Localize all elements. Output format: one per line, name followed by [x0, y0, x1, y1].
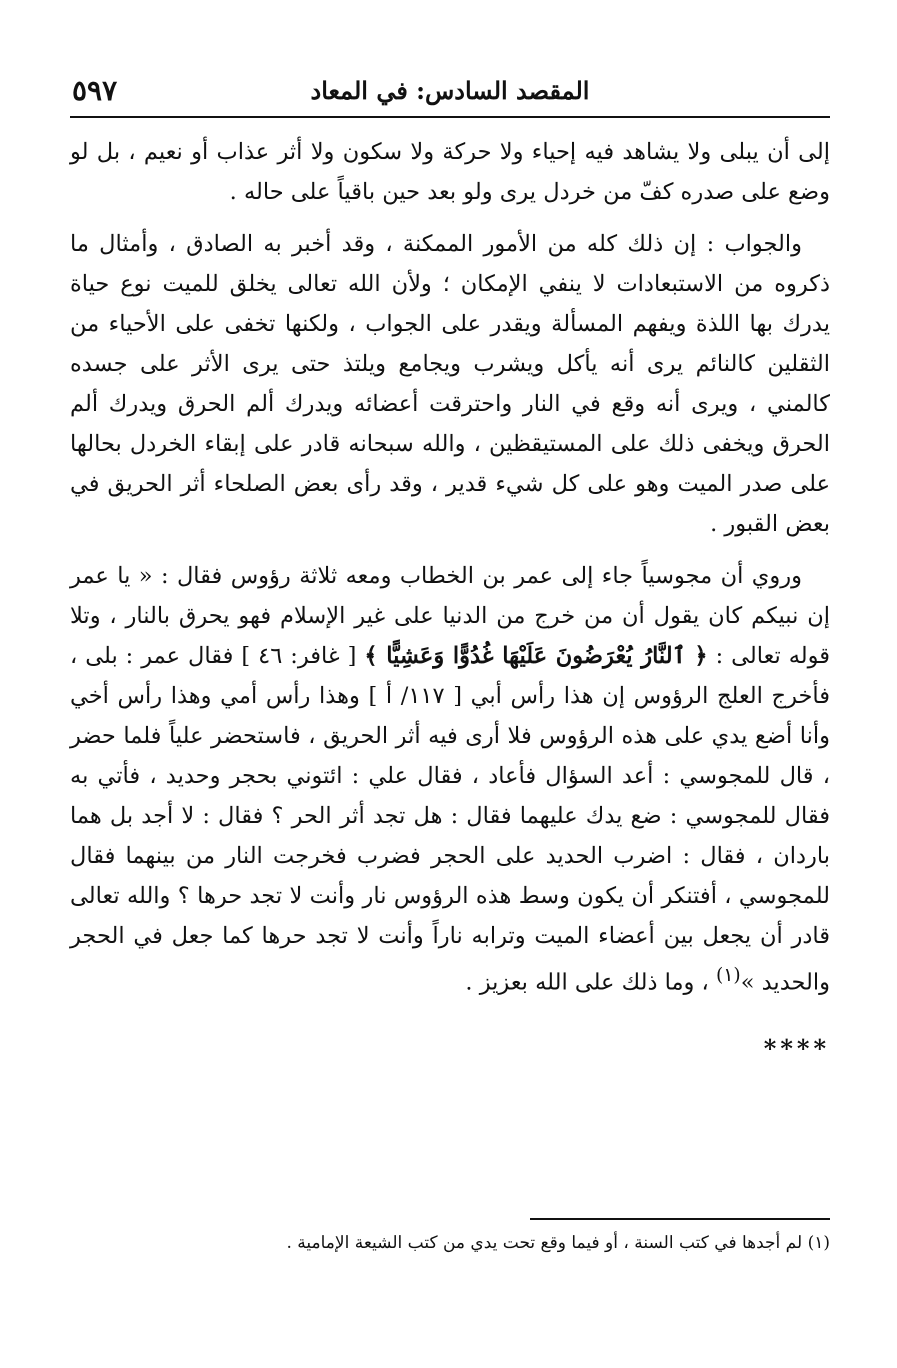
paragraph-narration: [70, 556, 830, 1003]
footnote-reference: (١): [715, 965, 741, 986]
footnote-rule: [530, 1218, 830, 1220]
quran-verse: ﴿ ٱلنَّارُ يُعْرَضُونَ عَلَيْهَا غُدُوًّا وَعَشِيًّا ﴾: [364, 643, 708, 669]
book-page: [70, 70, 830, 1330]
narration-part-3: ، وما ذلك على الله بعزيز .: [465, 969, 716, 996]
paragraph-answer: والجواب : إن ذلك كله من الأمور الممكنة ، وقد أخبر به الصادق ، وأمثال ما ذكروه من الاستبعادات لا ينفي الإمكان ؛ ولأن الله تعالى يخلق للميت نوع حياة يدرك بها اللذة ويفهم المسألة ويقدر على الجواب ، ولكنها تخفى على الأحياء من الثقلين كالنائم يرى أنه يأكل ويشرب ويجامع ويلتذ حتى يرى الأثر على جسده كالمني ، ويرى أنه وقع في النار واحترقت أعضائه ويدرك ألم الحرق ويدرك ألم الحرق ويخفى ذلك على المستيقظين ، والله سبحانه قادر على إبقاء الخردل بحالها على صدر الميت وهو على كل شيء قدير ، وقد رأى بعض الصلحاء أثر الحريق في بعض القبور .: [70, 231, 830, 537]
running-title: المقصد السادس: في المعاد: [310, 76, 590, 105]
section-separator: ****: [763, 1033, 830, 1063]
page-header: [70, 70, 830, 118]
narration-part-2: [ غافر: ٤٦ ] فقال عمر : بلى ، فأخرج العلج الرؤوس إن هذا رأس أبي [ ١١٧/ أ ] وهذا رأس أمي وهذا رأس أخي وأنا أضع يدي على هذه الرؤوس فلا أرى فيه أثر الحريق ، فاستحضر علياً فلما حضر ، قال للمجوسي : أعد السؤال فأعاد ، فقال علي : ائتوني بحجر وحديد ، فأتي به فقال للمجوسي : ضع يدك عليهما فقال : هل تجد أثر الحر ؟ فقال : لا أجد بل هما باردان ، فقال : اضرب الحديد على الحجر فضرب فخرجت النار من بينهما فقال للمجوسي ، أفتنكر أن يكون وسط هذه الرؤوس نار وأنت لا تجد حرها ؟ والله تعالى قادر أن يجعل بين أعضاء الميت وترابه ناراً وأنت لا تجد حرها كما جعل في الحجر والحديد »: [70, 643, 830, 996]
paragraph-continuation: إلى أن يبلى ولا يشاهد فيه إحياء ولا حركة ولا سكون ولا أثر عذاب أو نعيم ، بل لو وضع على صدره كفّ من خردل يرى ولو بعد حين باقياً على حاله .: [70, 139, 830, 205]
footnote: (١) لم أجدها في كتب السنة ، أو فيما وقع تحت يدي من كتب الشيعة الإمامية .: [286, 1233, 830, 1253]
page-number: ٥٩٧: [72, 74, 118, 107]
main-text: [70, 132, 830, 1069]
narration-part-1: وروي أن مجوسياً جاء إلى عمر بن الخطاب ومعه ثلاثة رؤوس فقال : « يا عمر إن نبيكم كان يقول أن من خرج من الدنيا على غير الإسلام فهو يحرق بالنار ، وتلا قوله تعالى :: [70, 563, 830, 669]
